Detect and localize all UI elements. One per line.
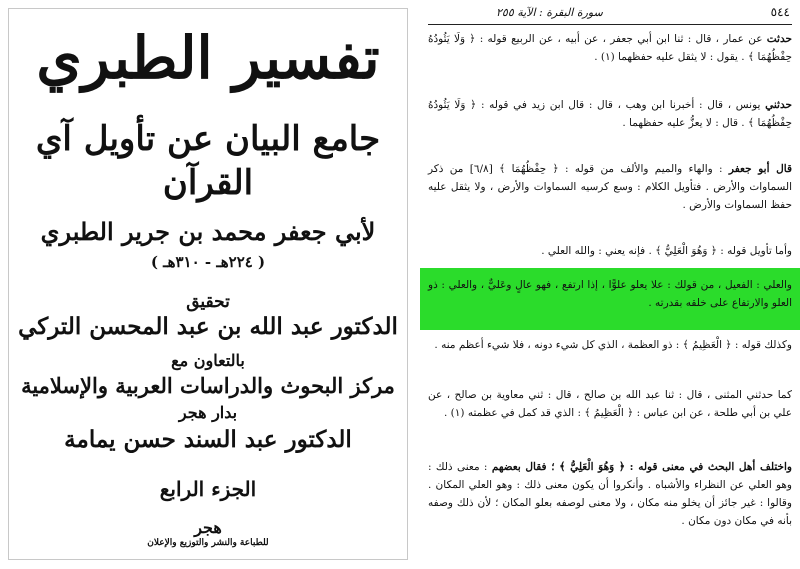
paragraph-text: : معنى ذلك : وهو العلي عن النظراء والأشباه . وأنكروا أن يكون معنى ذلك : وهو العلي المكان . وقالوا : غير جائز أن يخلو منه مكان ، ولا معنى لوصفه بعلو المكان ؛ لأن ذلك وصفه بأنه في مكان دون مكان . (428, 461, 792, 527)
running-header: سورة البقرة : الآية ٢٥٥ (496, 6, 603, 19)
book-subtitle: جامع البيان عن تأويل آي القرآن (35, 119, 381, 203)
tahqiq-label: تحقيق (186, 292, 230, 312)
highlighted-paragraph (428, 276, 792, 312)
author-dates: ( ٢٢٤هـ - ٣١٠هـ ) (150, 253, 266, 271)
paragraph-text: عن عمار ، قال : ثنا ابن أبي جعفر ، عن أبيه ، عن الربيع قوله : ﴿ وَلَا يَئُودُهُ حِفْظُهُمَا ﴾ . يقول : لا يثقل عليه حفظهما (١) . (428, 33, 792, 63)
publisher-logo: هجر (194, 518, 222, 537)
paragraph-text: والعلي : الفعيل ، من قولك : علا يعلو علوًّا ، إذا ارتفع ، فهو عالٍ وعَليٌّ ، والعلي : ذو العلو والارتفاع على خلقه بقدرته . (428, 279, 792, 309)
paragraph-lead: قال أبو جعفر (728, 163, 792, 175)
book-title: تفسير الطبري (36, 24, 380, 92)
paragraph-text: وأما تأويل قوله : ﴿ وَهُوَ الْعَلِيُّ ﴾ . فإنه يعني : والله العلي . (541, 245, 792, 257)
paragraph-lead: حدثت (766, 33, 792, 45)
paragraph (428, 336, 792, 354)
paragraph-text: : والهاء والميم والألف من قوله : ﴿ حِفْظُهُمَا ﴾ [٦/٨] من ذكر السماوات والأرض . فتأويل الكلام : وسع كرسيه السماوات والأرض ، ولا يثقل عليه حفظ السماوات والأرض . (428, 163, 792, 211)
paragraph-text: وكذلك قوله : ﴿ الْعَظِيمُ ﴾ : ذو العظمة ، الذي كل شيء دونه ، فلا شيء أعظم منه . (434, 339, 792, 351)
header-rule (428, 24, 792, 25)
paragraph (428, 242, 792, 260)
cooperation-label: بالتعاون مع (171, 351, 245, 370)
co-editor-name: الدكتور عبد السند حسن يمامة (64, 426, 352, 453)
paragraph (428, 96, 792, 132)
paragraph (428, 30, 792, 66)
page-header (420, 2, 800, 24)
paragraph-lead: واختلف أهل البحث في معنى قوله : ﴿ وَهُوَ الْعَلِيُّ ﴾ ؛ فقال بعضهم (491, 461, 792, 473)
research-center-name: مركز البحوث والدراسات العربية والإسلامية (21, 373, 395, 398)
publisher-house-label: بدار هجر (178, 403, 238, 422)
title-page (8, 8, 408, 560)
author-name: لأبي جعفر محمد بن جرير الطبري (40, 217, 376, 246)
paragraph-text: يونس ، قال : أخبرنا ابن وهب ، قال : قال ابن زيد في قوله : ﴿ وَلَا يَئُودُهُ حِفْظُهُمَا ﴾ . قال : لا يعزُّ عليه حفظهما . (428, 99, 792, 129)
publisher-name: للطباعة والنشر والتوزيع والإعلان (147, 538, 269, 548)
paragraph (428, 458, 792, 530)
paragraph-lead: حدثني (765, 99, 792, 111)
editor-name: الدكتور عبد الله بن عبد المحسن التركي (18, 313, 398, 340)
paragraph (428, 160, 792, 214)
page-number: ٥٤٤ (770, 5, 790, 19)
text-page (420, 0, 800, 569)
paragraph (428, 386, 792, 422)
paragraph-text: كما حدثني المثنى ، قال : ثنا عبد الله بن صالح ، قال : ثني معاوية بن صالح ، عن علي بن أبي طلحة ، عن ابن عباس : ﴿ الْعَظِيمُ ﴾ : الذي قد كمل في عظمته (١) . (428, 389, 792, 419)
volume-label: الجزء الرابع (159, 477, 257, 501)
